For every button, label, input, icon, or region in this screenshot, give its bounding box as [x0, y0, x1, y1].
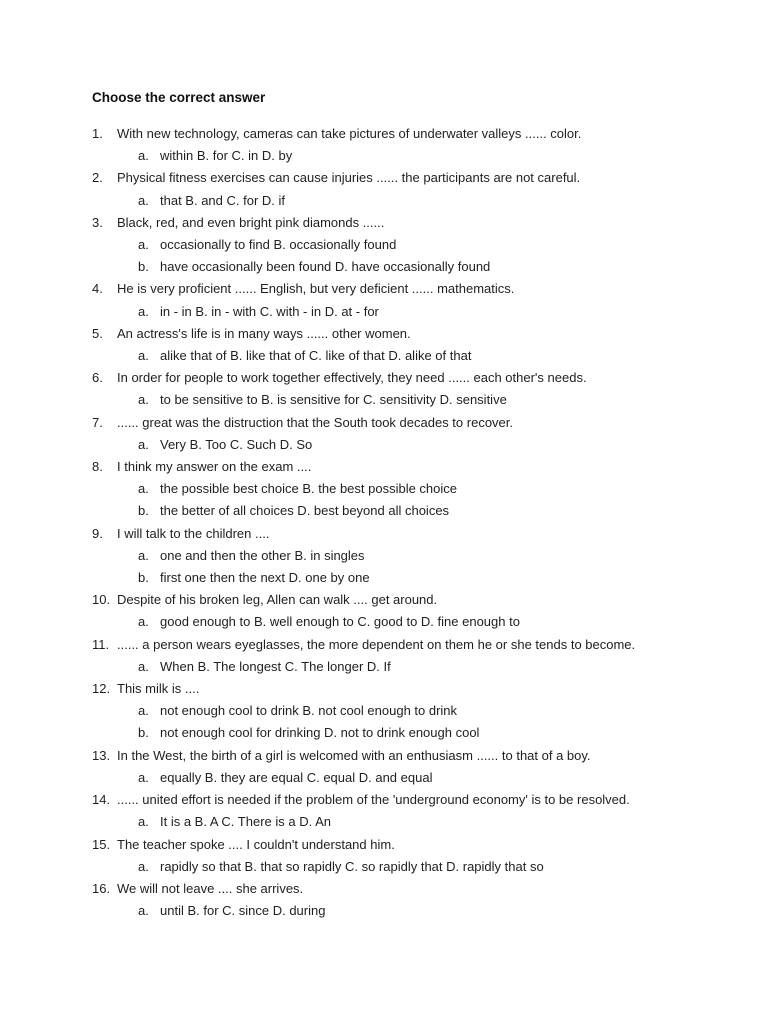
question-number: 12. — [92, 681, 111, 697]
option-row — [138, 722, 738, 744]
question-stem: Physical fitness exercises can cause injuries ...... the participants are not careful. — [117, 170, 581, 186]
question-stem-row — [92, 745, 738, 767]
question-stem-row — [92, 278, 738, 300]
question-item — [92, 167, 738, 211]
option-text: have occasionally been found D. have occasionally found — [160, 259, 491, 275]
option-text: the possible best choice B. the best possible choice — [160, 481, 458, 497]
question-item — [92, 123, 738, 167]
option-text: that B. and C. for D. if — [160, 192, 285, 208]
option-marker: a. — [138, 703, 149, 719]
question-number: 13. — [92, 747, 111, 763]
question-stem: ...... great was the distruction that the South took decades to recover. — [117, 414, 514, 430]
option-row — [138, 767, 738, 789]
question-stem-row — [92, 834, 738, 856]
option-marker: a. — [138, 547, 149, 563]
question-number: 11. — [92, 636, 110, 652]
option-marker: a. — [138, 192, 149, 208]
option-marker: a. — [138, 614, 149, 630]
question-stem-row — [92, 634, 738, 656]
option-row — [138, 900, 738, 922]
question-stem-row — [92, 456, 738, 478]
question-stem: I think my answer on the exam .... — [117, 459, 312, 475]
question-number: 8. — [92, 459, 103, 475]
question-item — [92, 789, 738, 833]
question-stem-row — [92, 678, 738, 700]
option-text: alike that of B. like that of C. like of that D. alike of that — [160, 348, 472, 364]
question-item — [92, 589, 738, 633]
page-title: Choose the correct answer — [92, 90, 266, 105]
option-marker: a. — [138, 481, 149, 497]
question-stem: The teacher spoke .... I couldn't understand him. — [117, 836, 395, 852]
question-number: 10. — [92, 592, 111, 608]
option-text: within B. for C. in D. by — [160, 148, 293, 164]
option-marker: b. — [138, 570, 149, 586]
option-text: not enough cool for drinking D. not to drink enough cool — [160, 725, 480, 741]
option-marker: a. — [138, 814, 149, 830]
option-marker: a. — [138, 303, 149, 319]
option-text: Very B. Too C. Such D. So — [160, 436, 313, 452]
option-text: first one then the next D. one by one — [160, 570, 370, 586]
question-stem: In the West, the birth of a girl is welcomed with an enthusiasm ...... to that of a boy. — [117, 747, 591, 763]
option-text: not enough cool to drink B. not cool enough to drink — [160, 703, 458, 719]
question-item — [92, 367, 738, 411]
option-row — [138, 256, 738, 278]
option-text: rapidly so that B. that so rapidly C. so rapidly that D. rapidly that so — [160, 858, 544, 874]
question-number: 16. — [92, 880, 111, 896]
option-row — [138, 478, 738, 500]
question-stem-row — [92, 123, 738, 145]
question-stem-row — [92, 412, 738, 434]
question-number: 2. — [92, 170, 103, 186]
option-marker: a. — [138, 348, 149, 364]
question-stem-row — [92, 167, 738, 189]
question-stem-row — [92, 878, 738, 900]
question-item — [92, 212, 738, 279]
option-marker: a. — [138, 237, 149, 253]
option-marker: a. — [138, 858, 149, 874]
option-text: equally B. they are equal C. equal D. and equal — [160, 769, 433, 785]
question-stem: Black, red, and even bright pink diamonds ...... — [117, 214, 385, 230]
question-stem: He is very proficient ...... English, but very deficient ...... mathematics. — [117, 281, 515, 297]
question-item — [92, 878, 738, 922]
question-stem-row — [92, 589, 738, 611]
option-marker: a. — [138, 436, 149, 452]
option-row — [138, 545, 738, 567]
option-row — [138, 811, 738, 833]
option-row — [138, 700, 738, 722]
option-row — [138, 656, 738, 678]
question-list — [92, 123, 738, 922]
option-row — [138, 856, 738, 878]
question-number: 1. — [92, 126, 103, 141]
question-number: 3. — [92, 214, 103, 230]
option-row — [138, 301, 738, 323]
question-stem: With new technology, cameras can take pictures of underwater valleys ...... color. — [117, 126, 582, 141]
question-stem: ...... a person wears eyeglasses, the more dependent on them he or she tends to become. — [117, 636, 636, 652]
question-number: 9. — [92, 525, 103, 541]
option-text: occasionally to find B. occasionally found — [160, 237, 397, 253]
question-item — [92, 678, 738, 745]
question-item — [92, 634, 738, 678]
question-number: 6. — [92, 370, 103, 386]
option-row — [138, 389, 738, 411]
question-stem: ...... united effort is needed if the problem of the 'underground economy' is to be resolved. — [117, 792, 630, 808]
question-number: 5. — [92, 325, 103, 341]
question-stem: I will talk to the children .... — [117, 525, 270, 541]
option-marker: a. — [138, 658, 149, 674]
option-marker: a. — [138, 769, 149, 785]
option-text: in - in B. in - with C. with - in D. at - for — [160, 303, 379, 319]
option-marker: a. — [138, 903, 149, 919]
question-item — [92, 745, 738, 789]
option-marker: a. — [138, 392, 149, 408]
question-stem: An actress's life is in many ways ...... other women. — [117, 325, 411, 341]
question-item — [92, 323, 738, 367]
question-stem: We will not leave .... she arrives. — [117, 880, 304, 896]
question-stem-row — [92, 367, 738, 389]
option-text: good enough to B. well enough to C. good to D. fine enough to — [160, 614, 520, 630]
option-text: until B. for C. since D. during — [160, 903, 326, 919]
question-stem-row — [92, 323, 738, 345]
option-row — [138, 611, 738, 633]
question-number: 7. — [92, 414, 103, 430]
option-text: It is a B. A C. There is a D. An — [160, 814, 332, 830]
question-item — [92, 523, 738, 590]
option-marker: b. — [138, 725, 149, 741]
option-row — [138, 190, 738, 212]
question-number: 4. — [92, 281, 103, 297]
question-stem: In order for people to work together effectively, they need ...... each other's needs. — [117, 370, 587, 386]
question-item — [92, 412, 738, 456]
option-row — [138, 434, 738, 456]
question-stem: Despite of his broken leg, Allen can walk .... get around. — [117, 592, 438, 608]
question-item — [92, 456, 738, 523]
option-text: one and then the other B. in singles — [160, 547, 365, 563]
question-number: 14. — [92, 792, 111, 808]
question-stem-row — [92, 523, 738, 545]
option-row — [138, 345, 738, 367]
option-marker: b. — [138, 503, 149, 519]
question-item — [92, 278, 738, 322]
option-row — [138, 567, 738, 589]
question-item — [92, 834, 738, 878]
option-row — [138, 500, 738, 522]
option-text: the better of all choices D. best beyond all choices — [160, 503, 450, 519]
option-marker: a. — [138, 148, 149, 164]
option-text: When B. The longest C. The longer D. If — [160, 658, 391, 674]
question-stem-row — [92, 212, 738, 234]
option-text: to be sensitive to B. is sensitive for C. sensitivity D. sensitive — [160, 392, 507, 408]
question-stem-row — [92, 789, 738, 811]
option-row — [138, 145, 738, 167]
question-number: 15. — [92, 836, 111, 852]
question-stem: This milk is .... — [117, 681, 200, 697]
option-row — [138, 234, 738, 256]
option-marker: b. — [138, 259, 149, 275]
